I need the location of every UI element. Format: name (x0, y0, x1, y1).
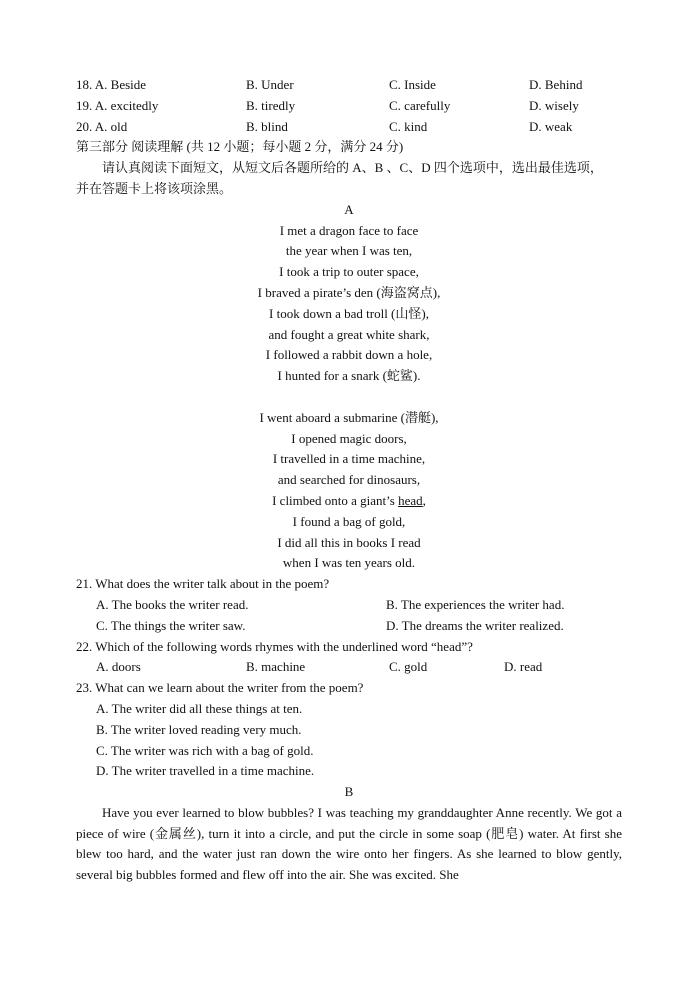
poem-line: I travelled in a time machine, (272, 451, 426, 467)
option-b: B. The writer loved reading very much. (96, 721, 302, 737)
passage-b-label: B (344, 784, 354, 800)
exam-page (76, 75, 622, 886)
stanza-gap (76, 387, 622, 408)
poem-line: I took a trip to outer space, (279, 264, 419, 280)
poem-line: I met a dragon face to face (279, 222, 419, 238)
option-d: D. weak (529, 118, 573, 134)
option-c: C. Inside (389, 77, 436, 92)
question-number: 18. (76, 77, 93, 92)
option-b: B. machine (246, 659, 306, 675)
option-b: B. tiredly (246, 97, 296, 113)
poem-line: I hunted for a snark (蛇鲨). (277, 368, 421, 384)
poem-line: I went aboard a submarine (潜艇), (259, 409, 439, 425)
option-a: A. The writer did all these things at ten. (96, 700, 303, 716)
question-18-options (76, 75, 622, 96)
option-d: D. wisely (529, 97, 579, 113)
passage-b-text: Have you ever learned to blow bubbles? I was teaching my granddaughter Anne recently. We got a piece of wire (金属丝), turn it into a circle, and put the circle in some soap (肥皂) water. At first she blew too hard, and the water just ran down the wire onto her fingers. As she learned to blow gently, several big bubbles formed and flew off into the air. She was excited. She (76, 804, 622, 883)
option-d: D. The dreams the writer realized. (386, 617, 564, 633)
poem-line: and searched for dinosaurs, (277, 472, 421, 488)
option-c: C. The writer was rich with a bag of gold. (96, 742, 314, 758)
question-number: 19. (76, 97, 93, 113)
option-a: A. old (94, 118, 128, 134)
option-d: D. read (504, 659, 543, 675)
instructions-line-1: 请认真阅读下面短文，从短文后各题所给的 A、B 、C、D 四个选项中，选出最佳选项， (102, 160, 603, 176)
underlined-word-head: head (398, 492, 423, 508)
instructions-line-2: 并在答题卡上将该项涂黑。 (76, 180, 233, 196)
prev-questions (76, 75, 622, 137)
poem-line: and fought a great white shark, (268, 326, 430, 342)
poem-line-head: I climbed onto a giant’s head, (272, 492, 426, 508)
option-c: C. carefully (389, 97, 451, 113)
question-stem: 23. What can we learn about the writer from the poem? (76, 680, 364, 696)
question-stem: 22. Which of the following words rhymes with the underlined word “head”? (76, 638, 473, 654)
poem-stanza-1 (76, 221, 622, 387)
poem-line: I found a bag of gold, (292, 513, 406, 529)
option-b: B. blind (246, 118, 288, 134)
option-a: A. The books the writer read. (96, 596, 249, 612)
option-a: A. doors (96, 659, 141, 675)
poem-stanza-2 (76, 408, 622, 574)
option-a: A. Beside (94, 77, 147, 92)
poem-line: when I was ten years old. (282, 555, 416, 571)
question-19-options (76, 96, 622, 117)
question-stem: 21. What does the writer talk about in the poem? (76, 576, 330, 592)
poem-line: the year when I was ten, (285, 243, 413, 259)
question-23 (76, 678, 622, 782)
passage-a-label: A (344, 201, 354, 217)
option-c: C. gold (389, 659, 428, 675)
section-title: 第三部分 阅读理解 (共 12 小题；每小题 2 分，满分 24 分) (76, 139, 404, 155)
poem-line: I opened magic doors, (291, 430, 407, 446)
poem-line: I did all this in books I read (277, 534, 421, 550)
question-21 (76, 574, 622, 636)
option-b: B. The experiences the writer had. (386, 596, 565, 612)
option-d: D. Behind (529, 77, 583, 92)
option-a: A. excitedly (94, 97, 159, 113)
question-22 (76, 637, 622, 679)
poem-line: I followed a rabbit down a hole, (265, 347, 433, 363)
option-d: D. The writer travelled in a time machine. (96, 763, 315, 779)
poem-line: I braved a pirate’s den (海盗窝点), (257, 284, 441, 300)
option-c: C. The things the writer saw. (96, 617, 246, 633)
option-b: B. Under (246, 77, 294, 92)
option-c: C. kind (389, 118, 428, 134)
poem-line: I took down a bad troll (山怪), (269, 305, 429, 321)
question-20-options (76, 117, 622, 138)
question-number: 20. (76, 118, 93, 134)
